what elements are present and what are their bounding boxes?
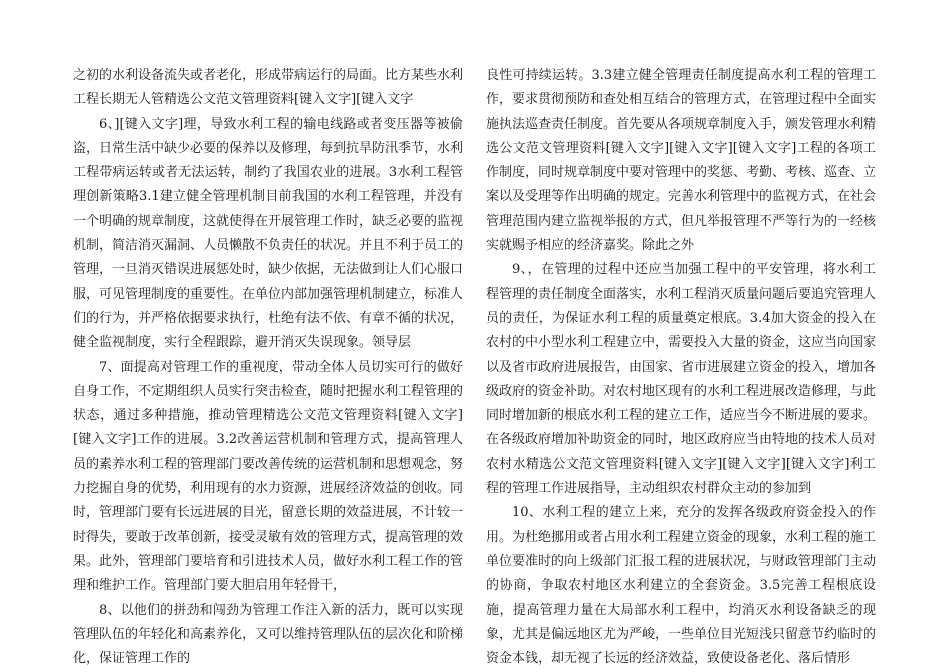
paragraph: 10、水利工程的建立上来，充分的发挥各级政府资金投入的作用。为杜绝挪用或者占用水利工程建立资金的现象，水利工程的施工单位要准时的向上级部门汇报工程的进展状况，与财政管理部门主动的协商，争取农村地区水利建立的全套资金。3.5完善工程根底设施，提高管理力量在大局部水利工程中，均消灭水利设备缺乏的现象，尤其是偏远地区尤为严峻，一些单位目光短浅只留意节约临时的资金本钱，却无视了长远的经济效益，致使设备老化、落后情形: [486, 505, 877, 667]
paragraph: 7、面提高对管理工作的重视度，带动全体人员切实可行的做好自身工作，不定期组织人员实行突击检查，随时把握水利工程管理的状态，通过多种措施，推动管理精选公文范文管理资料[键入文字][键入文字]工作的进展。3.2改善运营机制和管理方式，提高管理人员的素养水利工程的管理部门要改善传统的运营机制和思想观念，努力挖掘自身的优势，利用现有的水力资源，进展经济效益的创收。同时，管理部门要有长远进展的目光，留意长期的效益进展，不计较一时得失，要敢于改革创新，接受灵敏有效的管理方式，提高管理的效果。此外，管理部门要培育和引进技术人员，做好水利工程工作的管理和维护工作。管理部门要大胆启用年轻骨干，: [73, 359, 464, 594]
paragraph: 9、，在管理的过程中还应当加强工程中的平安管理，将水利工程管理的责任制度全面落实，水利工程消灭质量问题后要追究管理人员的责任，为保证水利工程的质量奠定根底。3.4加大资金的投入在农村的中小型水利工程建立中，需要投入大量的资金，这应当向国家以及省市政府进展报告，由国家、省市进展建立资金的投入，增加各级政府的资金补助。对农村地区现有的水利工程进展改造修理，与此同时增加新的根底水利工程的建立工作，适应当今不断进展的要求。在各级政府增加补助资金的同时，地区政府应当由特地的技术人员对农村水精选公文范文管理资料[键入文字][键入文字][键入文字]利工程的管理工作进展指导，主动组织农村群众主动的参加到: [486, 262, 877, 497]
paragraph: 良性可持续运转。3.3建立健全管理责任制度提高水利工程的管理工作，要求贯彻预防和查处相互结合的管理方式，在管理过程中全面实施执法巡查责任制度。首先要从各项规章制度入手，颁发管理水利精选公文范文管理资料[键入文字][键入文字][键入文字]工程的各项工作制度，同时规章制度中要对管理中的奖惩、考勤、考核、巡查、立案以及受理等作出明确的规定。完善水利管理中的监视方式，在社会管理范围内建立监视举报的方式，但凡举报管理不严等行为的一经核实就赐予相应的经济嘉奖。除此之外: [486, 68, 877, 254]
paragraph: 6、][键入文字]理，导致水利工程的输电线路或者变压器等被偷盗，日常生活中缺少必要的保养以及修理，每到抗旱防汛季节，水利工程带病运转或者无法运转，制约了我国农业的进展。3水利工程管理创新策略3.1建立健全管理机制目前我国的水利工程管理，并没有一个明确的规章制度，这就使得在开展管理工作时，缺乏必要的监视机制，简洁消灭漏洞、人员懒散不负责任的状况。并且不利于员工的管理，一旦消灭错误进展惩处时，缺少依据，无法做到让人们心服口服，可见管理制度的重要性。在单位内部加强管理机制建立，标准人们的行为，并严格依据要求执行，杜绝有法不依、有章不循的状况，健全监视制度，实行全程跟踪，避开消灭失误现象。领导层: [73, 116, 464, 351]
left-column: [73, 64, 463, 671]
paragraph: 8、以他们的拼劲和闯劲为管理工作注入新的活力，既可以实现管理队伍的年轻化和高素养化，又可以维持管理队伍的层次化和阶梯化，保证管理工作的: [73, 602, 464, 667]
right-column: [486, 64, 876, 671]
paragraph: 之初的水利设备流失或者老化，形成带病运行的局面。比方某些水利工程长期无人管精选公文范文管理资料[键入文字][键入文字: [73, 68, 464, 108]
